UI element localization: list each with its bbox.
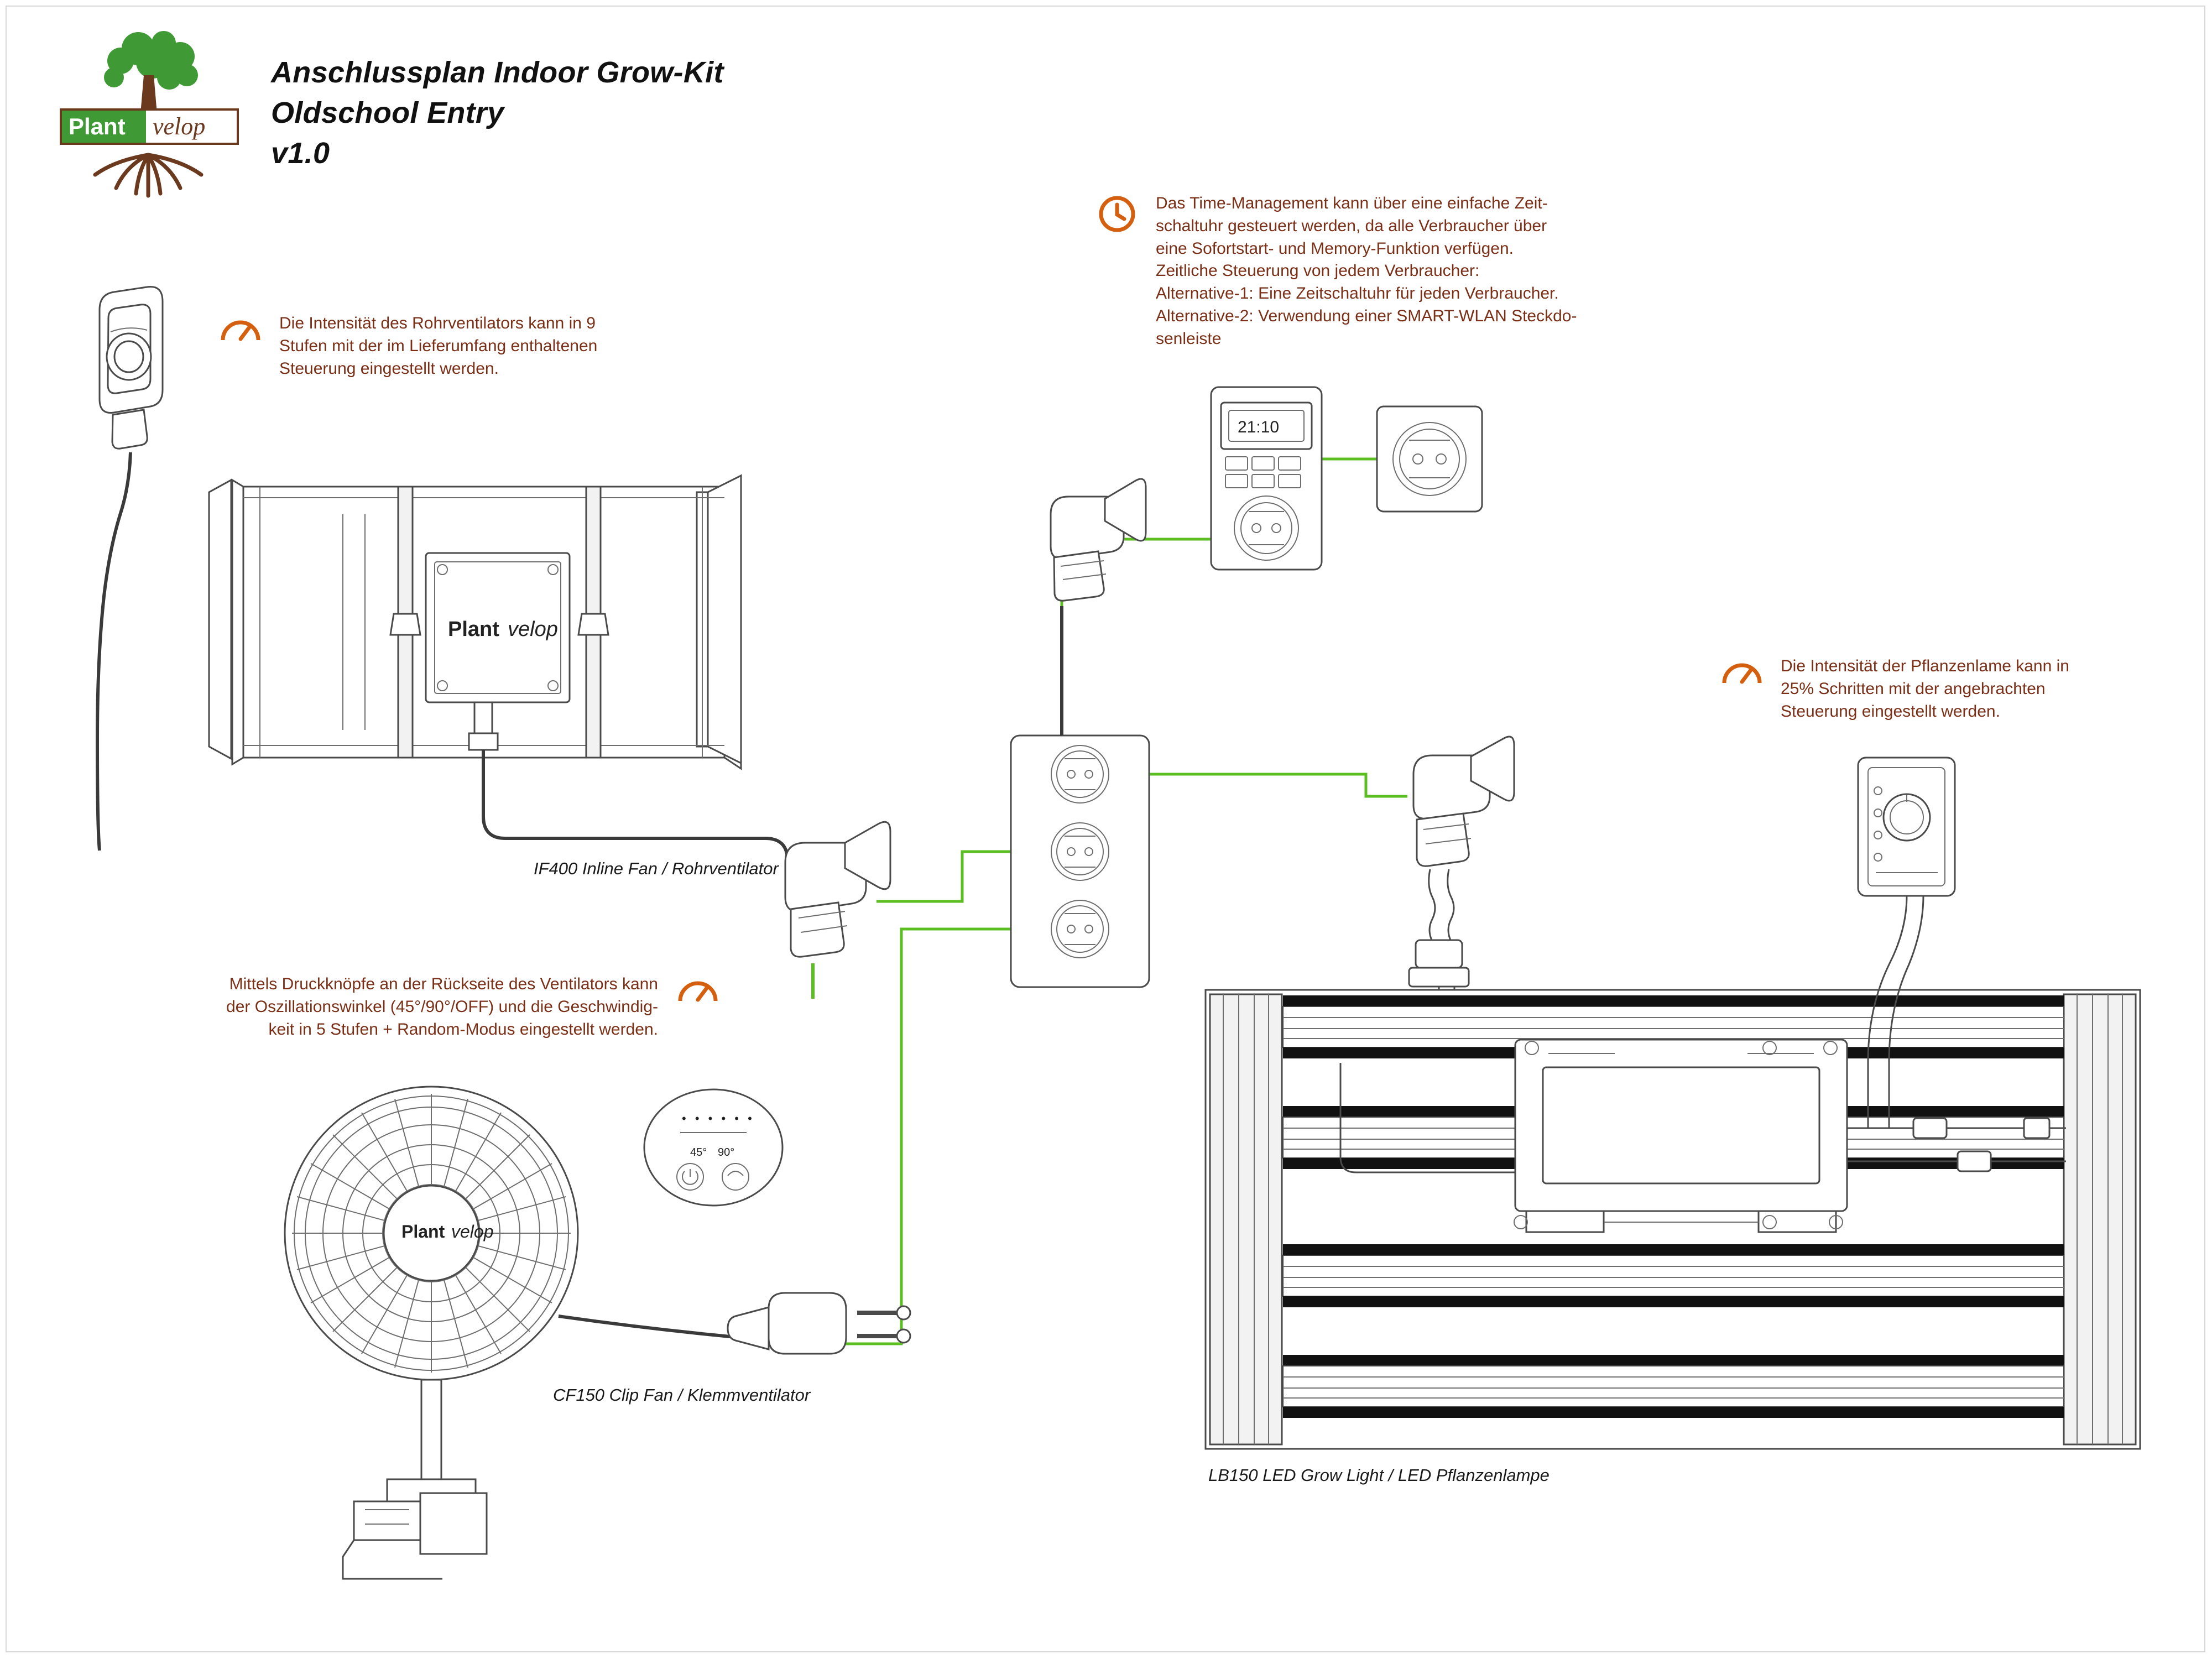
svg-text:Plant: Plant [69,113,126,139]
caption-grow-light: LB150 LED Grow Light / LED Pflanzenlampe [1208,1465,1550,1485]
note-timer: Das Time-Management kann über eine einfache Zeit- schaltuhr gesteuert werden, da alle Verbraucher über eine Sofortstart- und Memory-Funktion verfügen. Zeitliche Steuerung von jedem Verbraucher: Alternative-1: Eine Zeitschaltuhr für jeden Verbraucher. Alternative-2: Verwendung einer SMART-WLAN Steckdo- senleiste [1156,194,1577,348]
title-line-2: Oldschool Entry [271,96,504,129]
note-grow-light: Die Intensität der Pflanzenlame kann in 25% Schritten mit der angebrachten Steuerung eingestellt werden. [1781,657,2069,721]
caption-clip-fan: CF150 Clip Fan / Klemmventilator [553,1385,811,1405]
svg-text:Plant: Plant [448,618,499,641]
svg-text:• • • • • •: • • • • • • [682,1112,755,1125]
timer-display-text: 21:10 [1238,418,1280,436]
svg-text:90°: 90° [718,1146,735,1159]
note-inline-fan: Die Intensität des Rohrventilators kann in 9 Stufen mit der im Lieferumfang enthaltenen Steuerung eingestellt werden. [279,314,598,378]
svg-text:45°: 45° [690,1146,707,1159]
plantvelop-logo [55,22,243,205]
title-line-3: v1.0 [271,136,330,170]
note-clip-fan: Mittels Druckknöpfe an der Rückseite des Ventilators kann der Oszillationswinkel (45°/90°/OFF) und die Geschwindig- keit in 5 Stufen + Random-Modus eingestellt werden. [226,975,658,1039]
svg-text:velop: velop [153,113,206,140]
svg-text:velop: velop [508,618,558,641]
svg-text:velop: velop [451,1222,494,1241]
gauge-icon [218,312,263,348]
page-title [271,53,724,174]
caption-inline-fan: IF400 Inline Fan / Rohrventilator [534,859,779,878]
title-line-1: Anschlussplan Indoor Grow-Kit [271,56,724,89]
clock-icon [1098,195,1136,236]
gauge-icon [676,973,720,1009]
page-border [6,6,2205,1652]
svg-text:Plant: Plant [401,1222,445,1241]
gauge-icon [1720,655,1764,691]
